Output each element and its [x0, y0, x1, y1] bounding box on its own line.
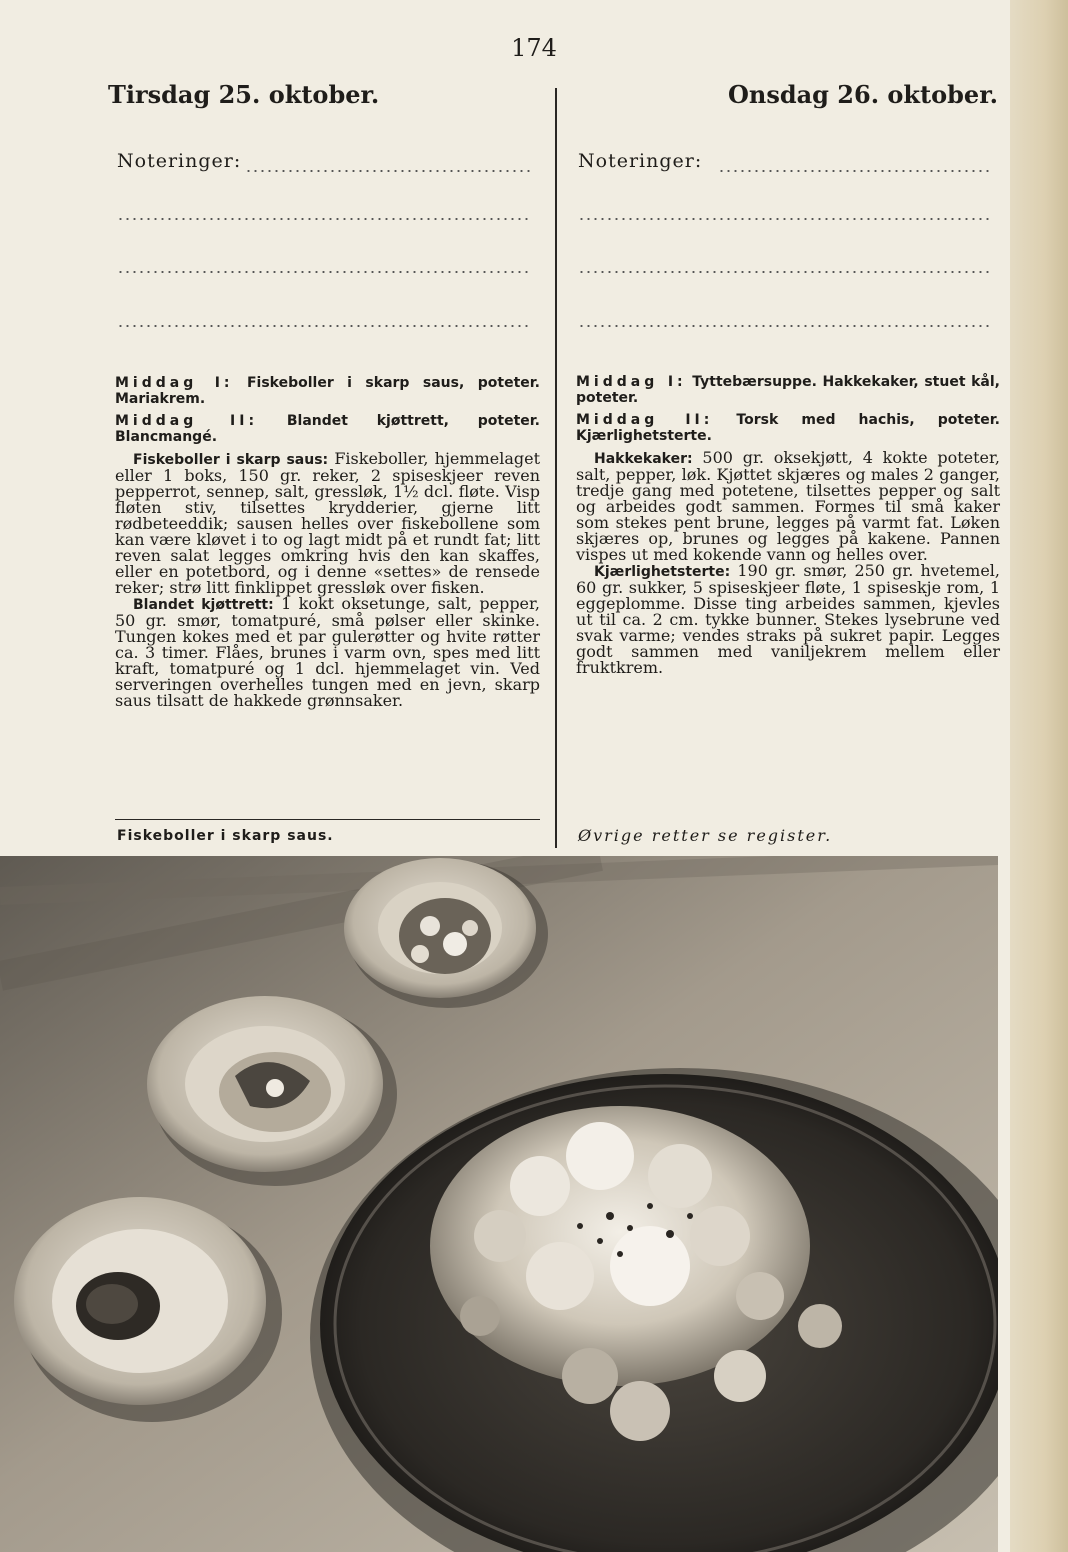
book-spine-edge — [1010, 0, 1068, 1552]
menu-prefix: Middag I: — [115, 375, 234, 391]
page-number: 174 — [511, 34, 557, 62]
right-notes-dotted-line — [578, 325, 992, 327]
recipe-text: 1 kokt oksetunge, salt, pepper, 50 gr. smør, tomatpuré, små pølser eller skinke. Tungen kokes med et par gulerøtter og hvite røtter ca. 3 timer. Flåes, brunes i varm ovn, spes med litt kraft, tomatpuré og 1 dcl. hjemmelaget vin. Ved serveringen overhelles tungen med en jevn, skarp saus tilsatt de hakkede grønnsaker. — [115, 594, 540, 710]
left-notes-dotted-line — [117, 218, 530, 220]
photo-caption: Fiskeboller i skarp saus. — [117, 828, 334, 844]
recipe-text: Fiskeboller, hjemmelaget eller 1 boks, 150 gr. reker, 2 spiseskjeer reven pepperrot, sennep, salt, gressløk, 1½ dcl. fløte. Visp fløten stiv, tilsettes krydderier, gjerne litt rødbeteeddik; sausen helles over fiskebollene som kan være kløvet i to og lagt midt på et rundt fat; litt reven salat legges omkring hvis den kan skaffes, eller en potetbord, og i denne «settes» de rensede reker; strø litt finklippet gressløk over fisken. — [115, 449, 540, 597]
menu-text: Blandet kjøttrett, poteter. Blancmangé. — [115, 413, 540, 445]
menu-text: Torsk med hachis, poteter. Kjærlighetsterte. — [576, 412, 1000, 444]
right-notes-dotted-line — [578, 218, 992, 220]
column-divider — [555, 88, 557, 848]
recipe-title: Kjærlighetsterte: — [594, 564, 731, 580]
recipe-title: Blandet kjøttrett: — [133, 597, 274, 613]
menu-prefix: Middag II: — [115, 413, 259, 429]
right-notes-dotted-line — [718, 170, 992, 172]
right-day-title: Onsdag 26. oktober. — [727, 80, 998, 109]
left-menu-1 — [115, 375, 540, 407]
recipe-title: Hakkekaker: — [594, 451, 693, 467]
caption-rule — [115, 819, 540, 820]
menu-text: Fiskeboller i skarp saus, poteter. Mariakrem. — [115, 375, 540, 407]
left-day-title: Tirsdag 25. oktober. — [108, 80, 380, 109]
left-column — [115, 375, 540, 709]
recipe-text: 500 gr. oksekjøtt, 4 kokte poteter, salt, pepper, løk. Kjøttet skjæres og males 2 ganger, tredje gang med potetene, tilsettes pepper og salt og arbeides godt sammen. Formes til små kaker som stekes pent brune, legges på varmt fat. Løken skjæres op, brunes og legges på kakene. Pannen vispes ut med kokende vann og helles over. — [576, 448, 1000, 564]
right-recipe-2 — [576, 563, 1000, 676]
right-menu-1 — [576, 374, 1000, 406]
recipe-text: 190 gr. smør, 250 gr. hvetemel, 60 gr. sukker, 5 spiseskjeer fløte, 1 spiseskje rom, 1 eggeplomme. Disse ting arbeides sammen, kjevles ut til ca. 2 cm. tykke bunner. Stekes lysebrune ved svak varme; vendes straks på sukret papir. Legges godt sammen med vaniljekrem mellem eller fruktkrem. — [576, 561, 1000, 677]
left-notes-dotted-line — [117, 271, 530, 273]
menu-prefix: Middag I: — [576, 374, 687, 390]
footer-note: Øvrige retter se register. — [578, 826, 833, 845]
recipe-title: Fiskeboller i skarp saus: — [133, 452, 329, 468]
menu-prefix: Middag II: — [576, 412, 714, 428]
right-notes-dotted-line — [578, 271, 992, 273]
left-notes-dotted-line — [245, 170, 530, 172]
right-column — [576, 374, 1000, 676]
right-menu-2 — [576, 412, 1000, 444]
right-notes-label: Noteringer: — [578, 150, 703, 172]
left-recipe-2 — [115, 596, 540, 709]
left-menu-2 — [115, 413, 540, 445]
left-notes-label: Noteringer: — [117, 150, 242, 172]
food-photograph — [0, 856, 998, 1552]
menu-text: Tyttebærsuppe. Hakkekaker, stuet kål, poteter. — [576, 374, 1000, 406]
food-photo-illustration — [0, 856, 998, 1552]
left-recipe-1 — [115, 451, 540, 596]
left-notes-dotted-line — [117, 325, 530, 327]
right-recipe-1 — [576, 450, 1000, 563]
